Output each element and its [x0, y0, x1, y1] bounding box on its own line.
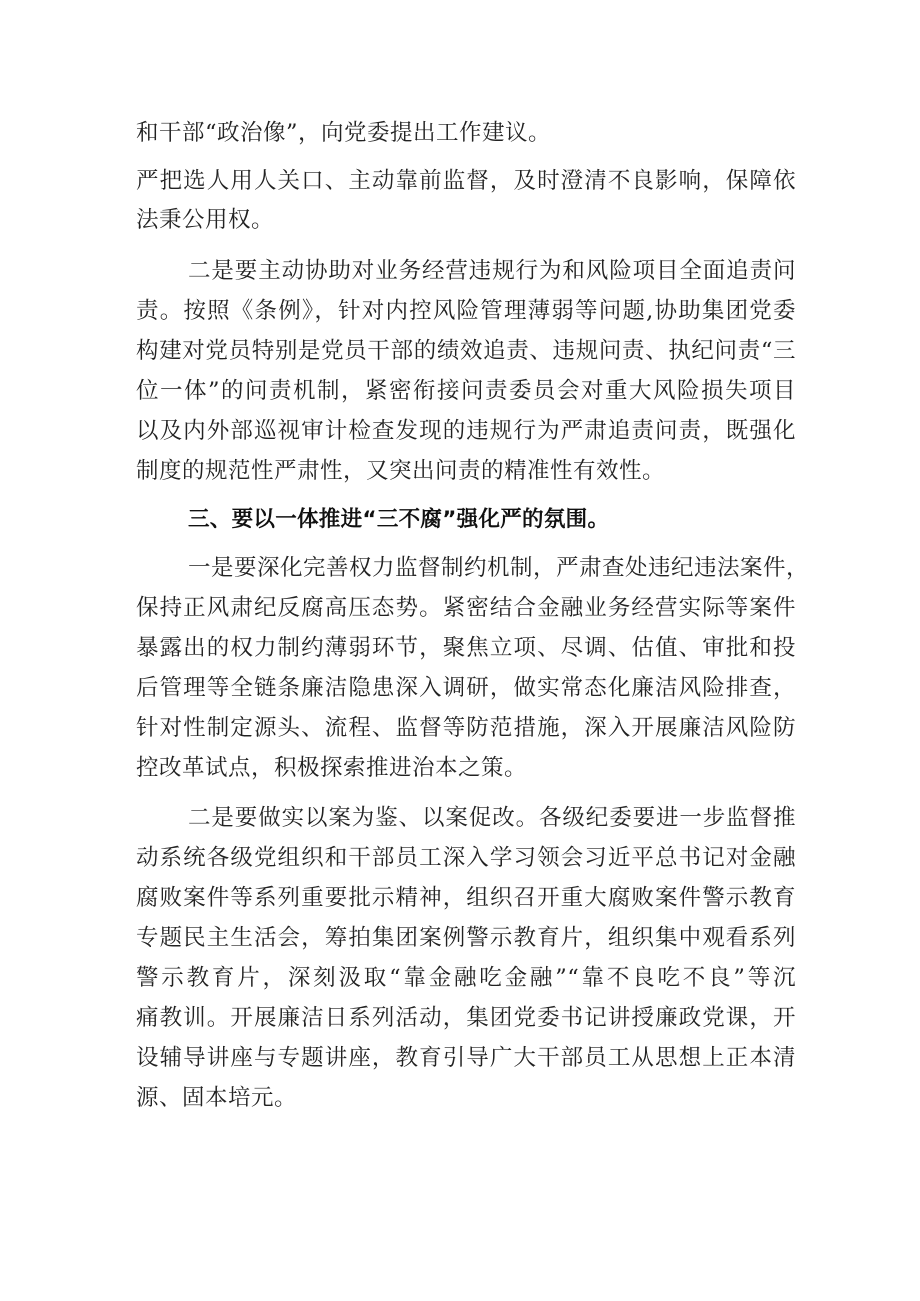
text-line: 制度的规范性严肃性，又突出问责的精准性有效性。 — [136, 458, 666, 484]
text-line: 和干部“政治像”，向党委提出工作建议。 — [136, 120, 552, 146]
text-line: 专题民主生活会，筹拍集团案例警示教育片，组织集中观看系列 — [136, 925, 796, 951]
text-line: 动系统各级党组织和干部员工深入学习领会习近平总书记对金融 — [136, 845, 796, 871]
text-line: 法秉公用权。 — [136, 207, 275, 233]
text-line: 一是要深化完善权力监督制约机制，严肃查处违纪违法案件， — [188, 555, 810, 581]
text-line: 位一体”的问责机制，紧密衔接问责委员会对重大风险损失项目 — [136, 378, 796, 404]
text-line: 二是要主动协助对业务经营违规行为和风险项目全面追责问 — [188, 258, 796, 284]
text-line: 暴露出的权力制约薄弱环节，聚焦立项、尽调、估值、审批和投 — [136, 635, 796, 661]
text-line: 针对性制定源头、流程、监督等防范措施，深入开展廉洁风险防 — [136, 715, 796, 741]
text-line: 警示教育片，深刻汲取“靠金融吃金融”“靠不良吃不良”等沉 — [136, 965, 796, 991]
section-heading: 三、要以一体推进“三不腐”强化严的氛围。 — [188, 507, 610, 532]
text-line: 腐败案件等系列重要批示精神，组织召开重大腐败案件警示教育 — [136, 885, 796, 911]
text-line: 控改革试点，积极探索推进治本之策。 — [136, 755, 528, 781]
text-line: 以及内外部巡视审计检查发现的违规行为严肃追责问责，既强化 — [136, 418, 796, 444]
text-line: 后管理等全链条廉洁隐患深入调研，做实常态化廉洁风险排查， — [136, 675, 796, 701]
text-line: 二是要做实以案为鉴、以案促改。各级纪委要进一步监督推 — [188, 805, 796, 831]
text-line: 痛教训。开展廉洁日系列活动，集团党委书记讲授廉政党课，开 — [136, 1005, 796, 1031]
text-line: 源、固本培元。 — [136, 1085, 298, 1111]
text-line: 构建对党员特别是党员干部的绩效追责、违规问责、执纪问责“三 — [136, 338, 796, 364]
text-line: 严把选人用人关口、主动靠前监督，及时澄清不良影响，保障依 — [136, 168, 796, 194]
text-line: 保持正风肃纪反腐高压态势。紧密结合金融业务经营实际等案件 — [136, 595, 796, 621]
text-line: 责。按照《条例》，针对内控风险管理薄弱等问题,协助集团党委 — [136, 298, 796, 324]
text-line: 设辅导讲座与专题讲座，教育引导广大干部员工从思想上正本清 — [136, 1045, 796, 1071]
